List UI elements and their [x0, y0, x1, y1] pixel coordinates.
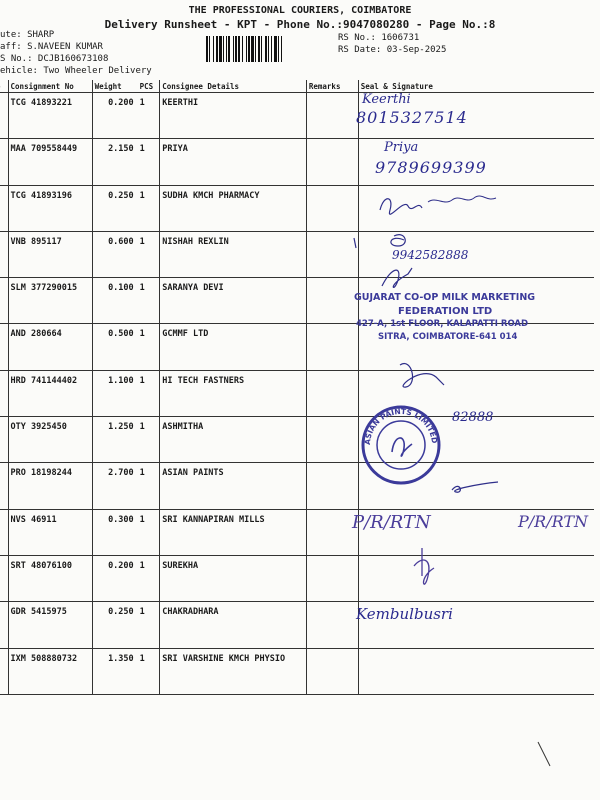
- weight-value: 2.150: [92, 139, 138, 185]
- consignment-number: SRT 48076100: [8, 555, 92, 601]
- pcs-value: 1: [138, 93, 160, 139]
- handwritten-prtn-b: P/R/RTN: [518, 512, 589, 531]
- remarks-cell: [306, 463, 358, 509]
- table-row: [0, 509, 594, 555]
- remarks-cell: [306, 509, 358, 555]
- col-sno: [0, 80, 8, 93]
- gcmmf-stamp-line4: SITRA, COIMBATORE-641 014: [378, 332, 518, 342]
- row-sno: [0, 648, 8, 694]
- consignee-name: GCMMF LTD: [160, 324, 307, 370]
- remarks-cell: [306, 555, 358, 601]
- gcmmf-stamp-line2: FEDERATION LTD: [398, 306, 493, 317]
- pcs-value: 1: [138, 602, 160, 648]
- row-sno: [0, 509, 8, 555]
- consignee-name: SRI VARSHINE KMCH PHYSIO: [160, 648, 307, 694]
- handwritten-phone-4: 9942582888: [392, 248, 469, 262]
- col-consignee: Consignee Details: [160, 80, 307, 93]
- consignee-name: SRI KANNAPIRAN MILLS: [160, 509, 307, 555]
- row-sno: [0, 463, 8, 509]
- consignee-name: NISHAH REXLIN: [160, 231, 307, 277]
- consignee-name: ASHMITHA: [160, 417, 307, 463]
- table-row: [0, 602, 594, 648]
- row-sno: [0, 602, 8, 648]
- seal-signature-cell: [358, 648, 594, 694]
- remarks-cell: [306, 370, 358, 416]
- consignee-name: KEERTHI: [160, 93, 307, 139]
- table-row: [0, 93, 594, 139]
- weight-value: 1.350: [92, 648, 138, 694]
- handwritten-phone-1: 8015327514: [356, 108, 468, 127]
- weight-value: 2.700: [92, 463, 138, 509]
- col-consignment: Consignment No: [8, 80, 92, 93]
- handwritten-phone-2: 9789699399: [375, 158, 487, 177]
- remarks-cell: [306, 417, 358, 463]
- table-row: [0, 139, 594, 185]
- table-row: [0, 185, 594, 231]
- gcmmf-stamp-line1: GUJARAT CO-OP MILK MARKETING: [354, 292, 536, 303]
- pcs-value: 1: [138, 417, 160, 463]
- pcs-value: 1: [138, 185, 160, 231]
- table-row: [0, 231, 594, 277]
- barcode: [206, 36, 334, 62]
- pcs-value: 1: [138, 278, 160, 324]
- pcs-value: 1: [138, 509, 160, 555]
- consignment-number: GDR 5415975: [8, 602, 92, 648]
- weight-value: 0.250: [92, 185, 138, 231]
- runsheet-subtitle: Delivery Runsheet - KPT - Phone No.:9047080280 - Page No.:8: [104, 18, 496, 31]
- row-sno: [0, 417, 8, 463]
- runsheet-table: [0, 80, 594, 695]
- consignment-number: IXM 508880732: [8, 648, 92, 694]
- gcmmf-stamp-line3: 427-A, 1st FLOOR, KALAPATTI ROAD: [356, 319, 529, 329]
- asian-paints-round-stamp: [360, 404, 442, 486]
- consignment-number: TCG 41893221: [8, 93, 92, 139]
- consignment-number: MAA 709558449: [8, 139, 92, 185]
- table-row: [0, 417, 594, 463]
- row-sno: [0, 324, 8, 370]
- pcs-value: 1: [138, 555, 160, 601]
- weight-value: 0.300: [92, 509, 138, 555]
- consignee-name: CHAKRADHARA: [160, 602, 307, 648]
- consignment-number: TCG 41893196: [8, 185, 92, 231]
- row-sno: [0, 185, 8, 231]
- consignment-number: OTY 3925450: [8, 417, 92, 463]
- consignment-number: PRO 18198244: [8, 463, 92, 509]
- weight-value: 1.100: [92, 370, 138, 416]
- svg-text:ASIAN PAINTS LIMITED: ASIAN PAINTS LIMITED: [362, 406, 440, 446]
- pcs-value: 1: [138, 324, 160, 370]
- handwritten-prtn-a: P/R/RTN: [352, 512, 431, 533]
- consignee-name: SARANYA DEVI: [160, 278, 307, 324]
- weight-value: 0.600: [92, 231, 138, 277]
- row-sno: [0, 278, 8, 324]
- remarks-cell: [306, 93, 358, 139]
- col-seal: Seal & Signature: [358, 80, 594, 93]
- remarks-cell: [306, 185, 358, 231]
- signature-scribble-4: [350, 228, 430, 254]
- consignee-name: PRIYA: [160, 139, 307, 185]
- handwritten-phone-8: 82888: [452, 410, 494, 425]
- consignment-number: HRD 741144402: [8, 370, 92, 416]
- table-row: [0, 648, 594, 694]
- stray-mark: [536, 740, 556, 770]
- row-sno: [0, 370, 8, 416]
- company-title: THE PROFESSIONAL COURIERS, COIMBATORE: [188, 5, 412, 16]
- signature-scribble-10: [448, 478, 508, 498]
- pcs-value: 1: [138, 370, 160, 416]
- pcs-value: 1: [138, 139, 160, 185]
- table-row: [0, 370, 594, 416]
- remarks-cell: [306, 278, 358, 324]
- handwritten-name-2: Priya: [384, 140, 419, 155]
- consignment-number: SLM 377290015: [8, 278, 92, 324]
- handwritten-signature-13: Kembulbusri: [356, 605, 453, 623]
- rs-date: RS Date: 03-Sep-2025: [338, 45, 447, 55]
- weight-value: 0.250: [92, 602, 138, 648]
- consignment-number: NVS 46911: [8, 509, 92, 555]
- seal-signature-cell: [358, 555, 594, 601]
- weight-value: 0.100: [92, 278, 138, 324]
- rs-number: RS No.: 1606731: [338, 33, 420, 43]
- handwritten-name-1: Keerthi: [362, 92, 411, 107]
- remarks-cell: [306, 602, 358, 648]
- consignee-name: HI TECH FASTNERS: [160, 370, 307, 416]
- col-weight: Weight: [92, 80, 138, 93]
- staff-label: aff: S.NAVEEN KUMAR: [0, 42, 103, 52]
- row-sno: [0, 231, 8, 277]
- remarks-cell: [306, 324, 358, 370]
- col-remarks: Remarks: [306, 80, 358, 93]
- signature-scribble-12: [398, 548, 458, 584]
- consignee-name: SUREKHA: [160, 555, 307, 601]
- row-sno: [0, 139, 8, 185]
- pcs-value: 1: [138, 463, 160, 509]
- signature-scribble-5: [372, 262, 432, 292]
- weight-value: 0.200: [92, 93, 138, 139]
- pcs-value: 1: [138, 231, 160, 277]
- signature-scribble-7: [392, 355, 452, 395]
- route-label: ute: SHARP: [0, 30, 55, 40]
- pcs-value: 1: [138, 648, 160, 694]
- table-row: [0, 555, 594, 601]
- vehicle-label: ehicle: Two Wheeler Delivery: [0, 66, 152, 76]
- col-pcs: PCS: [138, 80, 160, 93]
- weight-value: 0.200: [92, 555, 138, 601]
- row-sno: [0, 93, 8, 139]
- weight-value: 1.250: [92, 417, 138, 463]
- consignee-name: ASIAN PAINTS: [160, 463, 307, 509]
- weight-value: 0.500: [92, 324, 138, 370]
- signature-scribble-3: [374, 190, 504, 220]
- consignee-name: SUDHA KMCH PHARMACY: [160, 185, 307, 231]
- table-row: [0, 324, 594, 370]
- consignment-number: AND 280664: [8, 324, 92, 370]
- barcode-bar: [282, 36, 283, 62]
- remarks-cell: [306, 139, 358, 185]
- row-sno: [0, 555, 8, 601]
- dcs-number: S No.: DCJB160673108: [0, 54, 109, 64]
- remarks-cell: [306, 648, 358, 694]
- consignment-number: VNB 895117: [8, 231, 92, 277]
